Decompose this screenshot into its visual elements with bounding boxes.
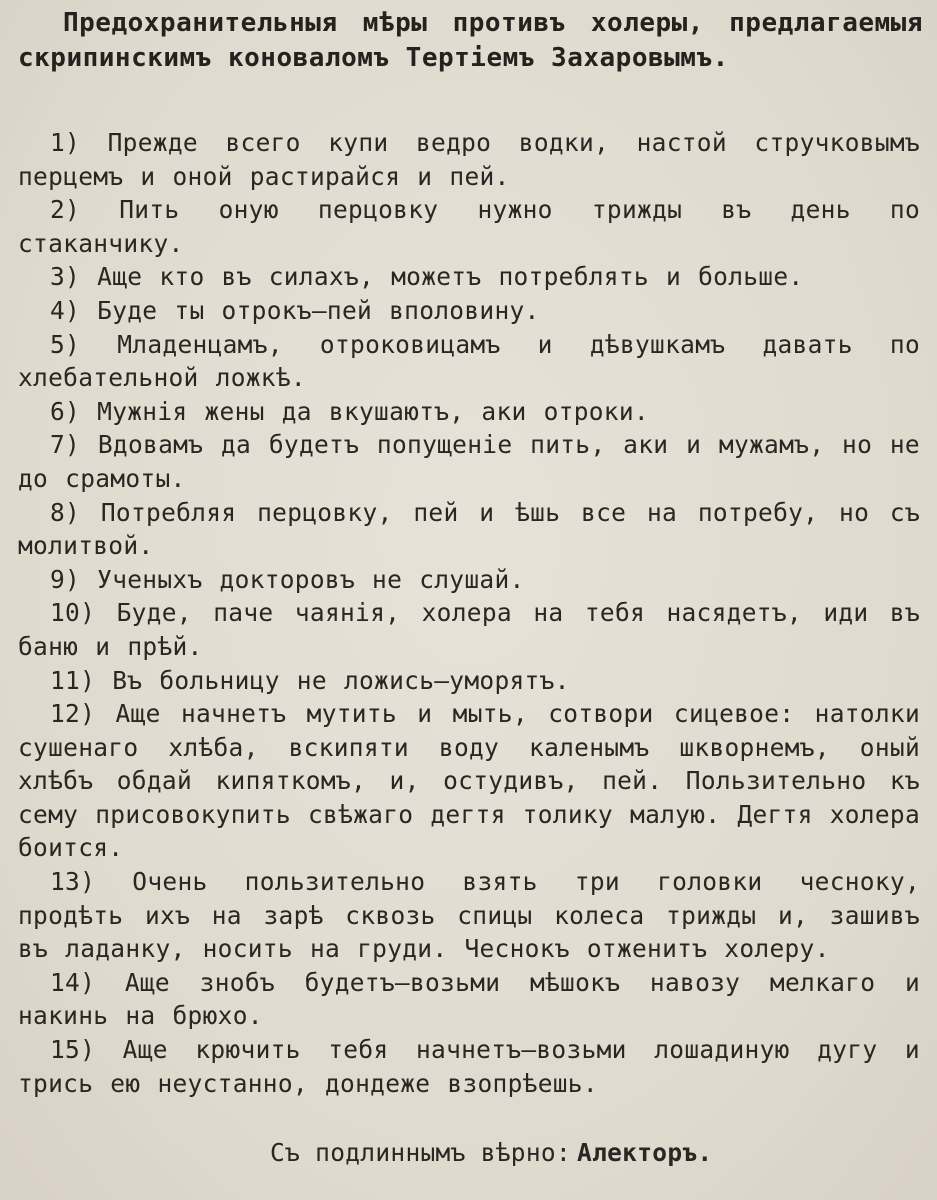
list-item: 7) Вдовамъ да будетъ попущеніе пить, аки и мужамъ, но не до срамоты.	[18, 430, 920, 493]
list-item: 13) Очень пользительно взять три головки чесноку, продѣть ихъ на зарѣ сквозь спицы колеса трижды и, зашивъ въ ладанку, носить на груди. Чеснокъ отженитъ холеру.	[18, 867, 920, 964]
list-item: 14) Аще знобъ будетъ—возьми мѣшокъ навозу мелкаго и накинь на брюхо.	[18, 967, 920, 1031]
list-item: 10) Буде, паче чаянія, холера на тебя насядетъ, иди въ баню и прѣй.	[18, 598, 920, 661]
signature-author: Алекторъ.	[577, 1138, 713, 1167]
list-item: 2) Пить оную перцовку нужно трижды въ день по стаканчику.	[18, 195, 920, 258]
document-title: Предохранительныя мѣры противъ холеры, предлагаемыя скрипинскимъ коноваломъ Тертіемъ Захаровымъ.	[18, 8, 923, 73]
items-list	[18, 126, 920, 1100]
list-item: 6) Мужнія жены да вкушаютъ, аки отроки.	[50, 396, 649, 426]
list-item: 8) Потребляя перцовку, пей и ѣшь все на потребу, но съ молитвой.	[18, 497, 920, 561]
list-item: 4) Буде ты отрокъ—пей вполовину.	[50, 295, 540, 325]
list-item: 5) Младенцамъ, отроковицамъ и дѣвушкамъ давать по хлебательной ложкѣ.	[18, 329, 920, 393]
signature-line	[270, 1136, 870, 1169]
list-item: 12) Аще начнетъ мутить и мыть, сотвори сицевое: натолки сушенаго хлѣба, вскипяти воду каленымъ шкворнемъ, оный хлѣбъ обдай кипяткомъ, и, остудивъ, пей. Пользительно къ сему присовокупить свѣжаго дегтя толику малую. Дегтя холера боится.	[18, 699, 920, 863]
list-item: 9) Ученыхъ докторовъ не слушай.	[50, 564, 525, 594]
list-item: 1) Прежде всего купи ведро водки, настой стручковымъ перцемъ и оной растирайся и пей.	[18, 128, 920, 191]
signature-text: Съ подлиннымъ вѣрно:	[270, 1138, 572, 1167]
list-item: 3) Аще кто въ силахъ, можетъ потреблять и больше.	[50, 262, 804, 292]
list-item: 15) Аще крючить тебя начнетъ—возьми лошадиную дугу и трись ею неустанно, дондеже взопрѣешь.	[18, 1035, 920, 1098]
list-item: 11) Въ больницу не ложись—уморятъ.	[50, 665, 570, 695]
